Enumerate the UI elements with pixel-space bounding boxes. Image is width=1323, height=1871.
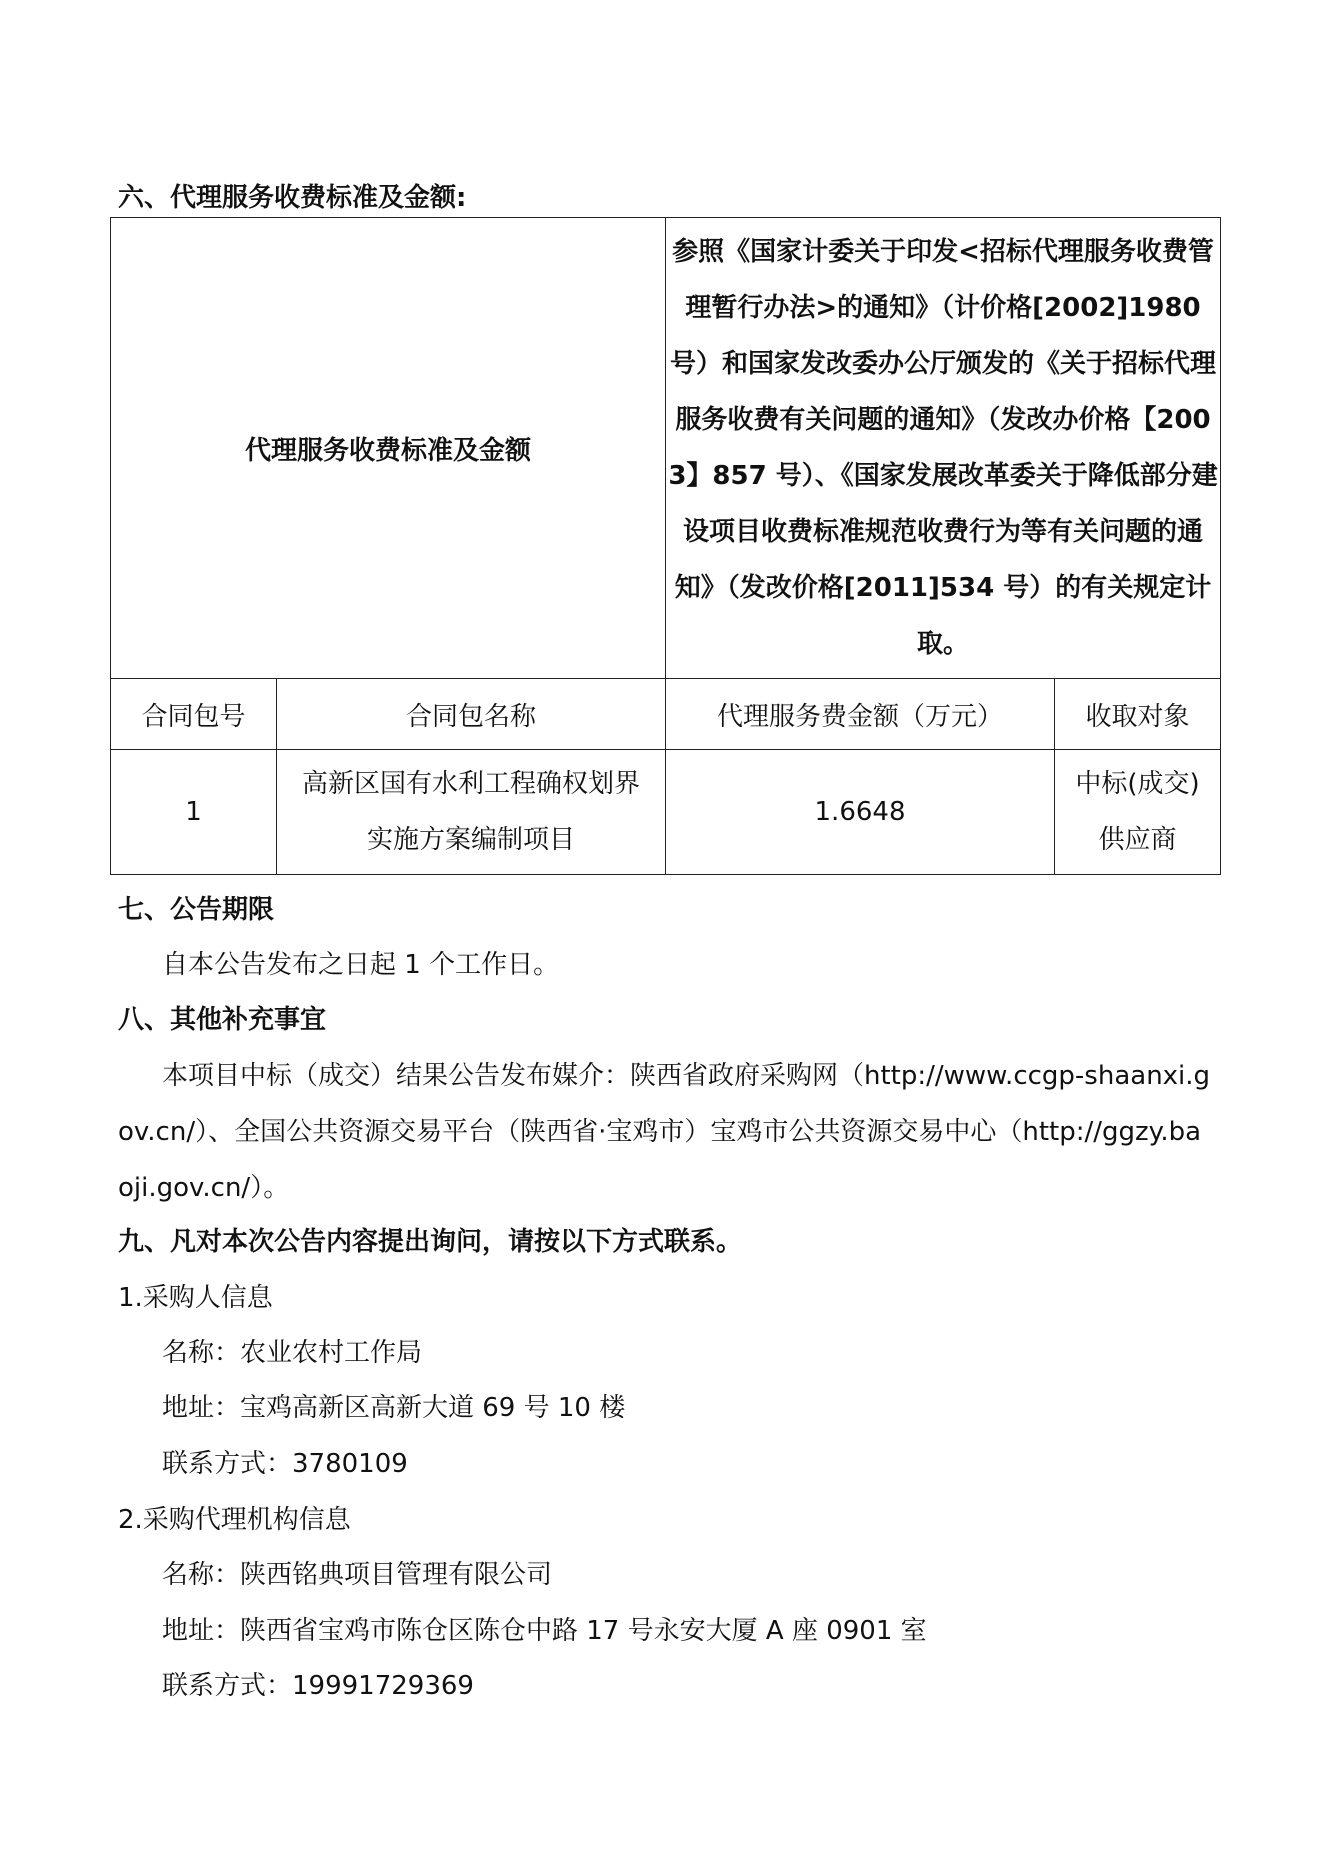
table-row xyxy=(111,750,1221,875)
table-header-row xyxy=(111,679,1221,750)
agency-contact: 联系方式：19991729369 xyxy=(162,1671,474,1701)
header-amount: 代理服务费金额（万元） xyxy=(666,679,1055,750)
fee-standard-row xyxy=(111,218,1221,679)
header-package-no: 合同包号 xyxy=(111,679,277,750)
cell-package-name: 高新区国有水利工程确权划界实施方案编制项目 xyxy=(277,750,666,875)
cell-package-no: 1 xyxy=(111,750,277,875)
agency-name: 名称：陕西铭典项目管理有限公司 xyxy=(162,1560,553,1590)
purchaser-name: 名称：农业农村工作局 xyxy=(162,1338,423,1368)
section-7-text: 自本公告发布之日起 1 个工作日。 xyxy=(162,950,560,980)
section-9-title: 九、凡对本次公告内容提出询问，请按以下方式联系。 xyxy=(118,1227,743,1257)
purchaser-title: 1.采购人信息 xyxy=(118,1283,273,1313)
agency-address: 地址：陕西省宝鸡市陈仓区陈仓中路 17 号永安大厦 A 座 0901 室 xyxy=(162,1616,927,1646)
fee-table xyxy=(110,217,1221,875)
purchaser-contact: 联系方式：3780109 xyxy=(162,1449,408,1479)
fee-standard-description: 参照《国家计委关于印发<招标代理服务收费管理暂行办法>的通知》（计价格[2002]1980 号）和国家发改委办公厅颁发的《关于招标代理服务收费有关问题的通知》（发改办价格【2003】857 号）、《国家发展改革委关于降低部分建设项目收费标准规范收费行为等有关问题的通知》（发改价格[2011]534 号）的有关规定计取。 xyxy=(666,218,1221,679)
section-8-text: 本项目中标（成交）结果公告发布媒介：陕西省政府采购网（http://www.ccgp-shaanxi.gov.cn/）、全国公共资源交易平台（陕西省·宝鸡市）宝鸡市公共资源交易中心（http://ggzy.baoji.gov.cn/）。 xyxy=(118,1061,1211,1203)
section-7-title: 七、公告期限 xyxy=(118,895,275,925)
header-target: 收取对象 xyxy=(1055,679,1221,750)
header-package-name: 合同包名称 xyxy=(277,679,666,750)
section-8-title: 八、其他补充事宜 xyxy=(118,1005,327,1035)
cell-amount: 1.6648 xyxy=(666,750,1055,875)
purchaser-address: 地址：宝鸡高新区高新大道 69 号 10 楼 xyxy=(162,1393,626,1423)
fee-standard-label: 代理服务收费标准及金额 xyxy=(111,218,666,679)
agency-title: 2.采购代理机构信息 xyxy=(118,1505,351,1535)
section-6-title: 六、代理服务收费标准及金额: xyxy=(118,183,467,213)
cell-target: 中标(成交)供应商 xyxy=(1055,750,1221,875)
